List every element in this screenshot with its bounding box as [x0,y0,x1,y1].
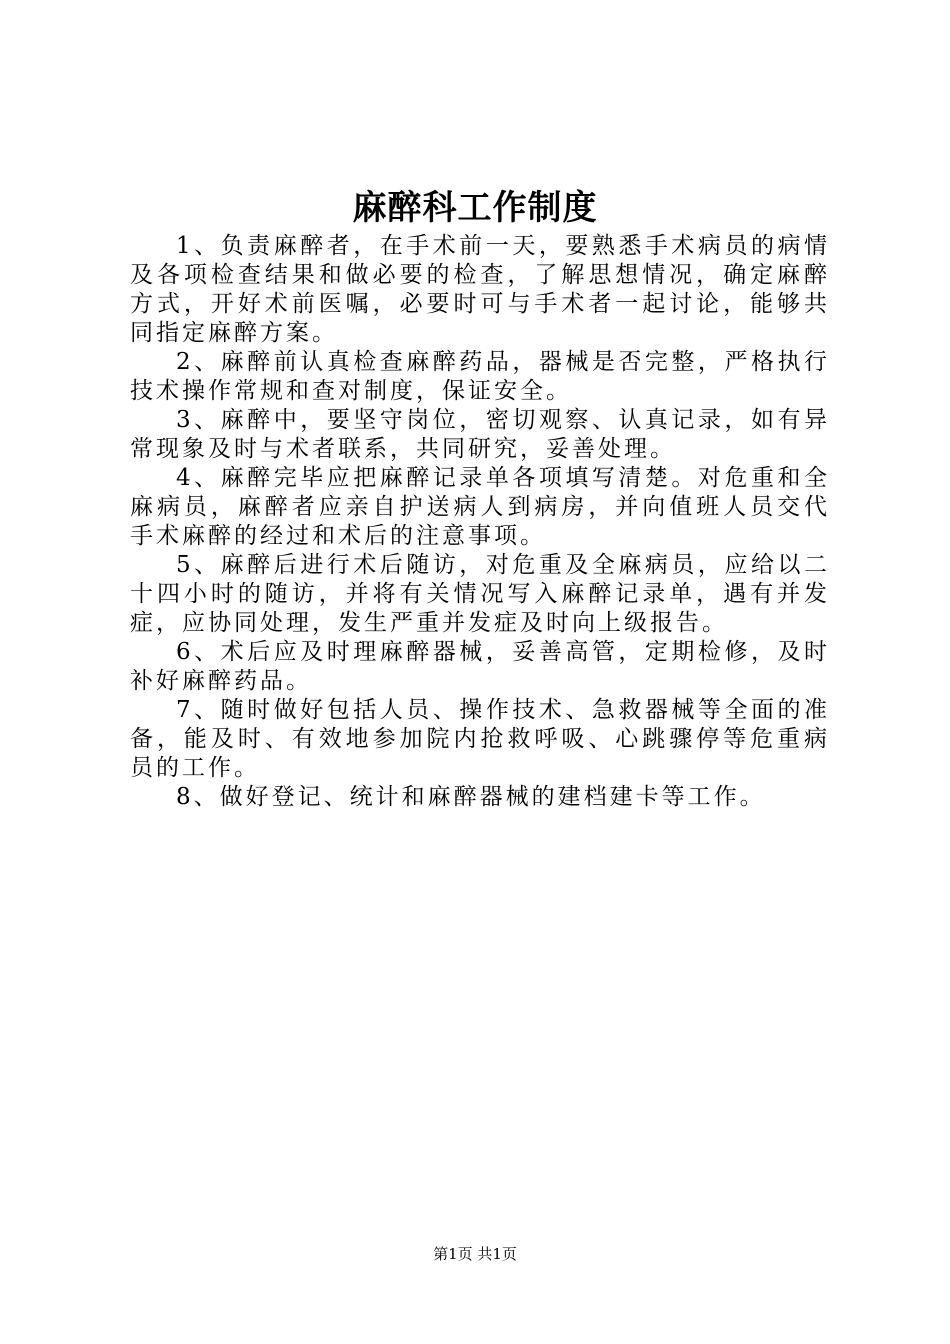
page-number-footer: 第1页 共1页 [433,1245,517,1263]
paragraph-6: 6、术后应及时理麻醉器械，妥善高管，定期检修，及时补好麻醉药品。 [130,639,830,694]
paragraph-2: 2、麻醉前认真检查麻醉药品，器械是否完整，严格执行技术操作常规和查对制度，保证安全。 [130,349,830,404]
paragraph-7: 7、随时做好包括人员、操作技术、急救器械等全面的准备，能及时、有效地参加院内抢救呼吸、心跳骤停等危重病员的工作。 [130,697,830,781]
paragraph-4: 4、麻醉完毕应把麻醉记录单各项填写清楚。对危重和全麻病员，麻醉者应亲自护送病人到病房，并向值班人员交代手术麻醉的经过和术后的注意事项。 [130,465,830,549]
page-title: 麻醉科工作制度 [352,188,598,228]
document-body [130,232,830,812]
paragraph-1: 1、负责麻醉者，在手术前一天，要熟悉手术病员的病情及各项检查结果和做必要的检查，了解思想情况，确定麻醉方式，开好术前医嘱，必要时可与手术者一起讨论，能够共同指定麻醉方案。 [130,233,830,346]
paragraph-8: 8、做好登记、统计和麻醉器械的建档建卡等工作。 [176,784,766,810]
paragraph-5: 5、麻醉后进行术后随访，对危重及全麻病员，应给以二十四小时的随访，并将有关情况写入麻醉记录单，遇有并发症，应协同处理，发生严重并发症及时向上级报告。 [130,552,830,636]
paragraph-3: 3、麻醉中，要坚守岗位，密切观察、认真记录，如有异常现象及时与术者联系，共同研究，妥善处理。 [130,407,830,462]
